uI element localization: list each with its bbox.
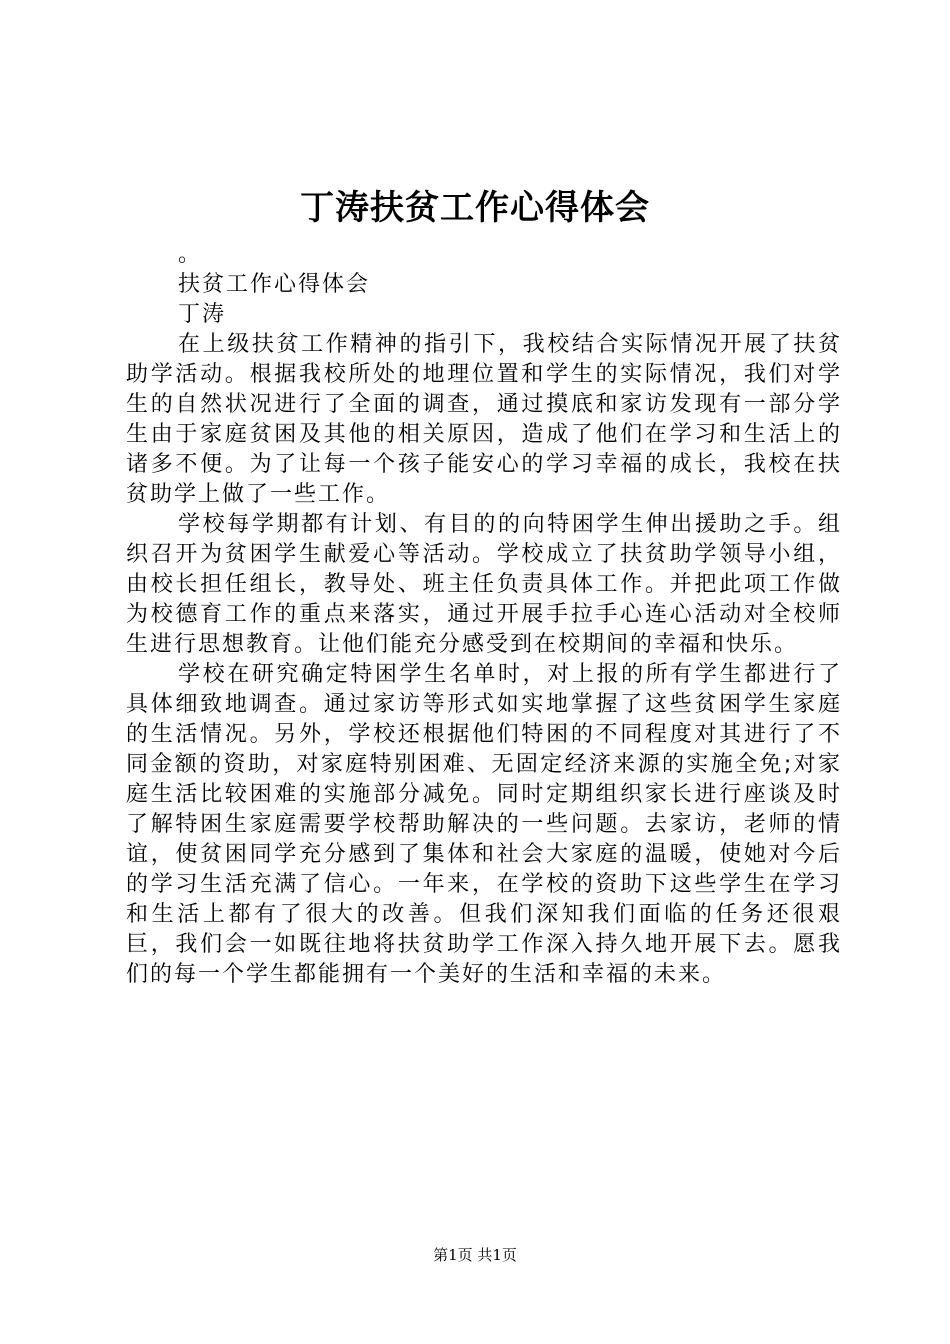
body-subtitle: 扶贫工作心得体会 bbox=[178, 272, 371, 297]
page-number-footer: 第1页 共1页 bbox=[433, 1246, 517, 1264]
document-body bbox=[126, 240, 842, 990]
body-paragraph-3: 学校在研究确定特困学生名单时，对上报的所有学生都进行了具体细致地调查。通过家访等形式如实地掌握了这些贫困学生家庭的生活情况。另外，学校还根据他们特困的不同程度对其进行了不同金额的资助，对家庭特别困难、无固定经济来源的实施全免;对家庭生活比较困难的实施部分减免。同时定期组织家长进行座谈及时了解特困生家庭需要学校帮助解决的一些问题。去家访，老师的情谊，使贫困同学充分感到了集体和社会大家庭的温暖，使她对今后的学习生活充满了信心。一年来，在学校的资助下这些学生在学习和生活上都有了很大的改善。但我们深知我们面临的任务还很艰巨，我们会一如既往地将扶贫助学工作深入持久地开展下去。愿我们的每一个学生都能拥有一个美好的生活和幸福的未来。 bbox=[126, 662, 842, 987]
body-paragraph-mark: 。 bbox=[178, 242, 203, 267]
body-paragraph-1: 在上级扶贫工作精神的指引下，我校结合实际情况开展了扶贫助学活动。根据我校所处的地理位置和学生的实际情况，我们对学生的自然状况进行了全面的调查，通过摸底和家访发现有一部分学生由于家庭贫困及其他的相关原因，造成了他们在学习和生活上的诸多不便。为了让每一个孩子能安心的学习幸福的成长，我校在扶贫助学上做了一些工作。 bbox=[126, 332, 842, 507]
body-author: 丁涛 bbox=[178, 302, 227, 327]
document-title: 丁涛扶贫工作心得体会 bbox=[300, 188, 650, 228]
body-paragraph-2: 学校每学期都有计划、有目的的向特困学生伸出援助之手。组织召开为贫困学生献爱心等活动。学校成立了扶贫助学领导小组，由校长担任组长，教导处、班主任负责具体工作。并把此项工作做为校德育工作的重点来落实，通过开展手拉手心连心活动对全校师生进行思想教育。让他们能充分感受到在校期间的幸福和快乐。 bbox=[126, 512, 842, 657]
